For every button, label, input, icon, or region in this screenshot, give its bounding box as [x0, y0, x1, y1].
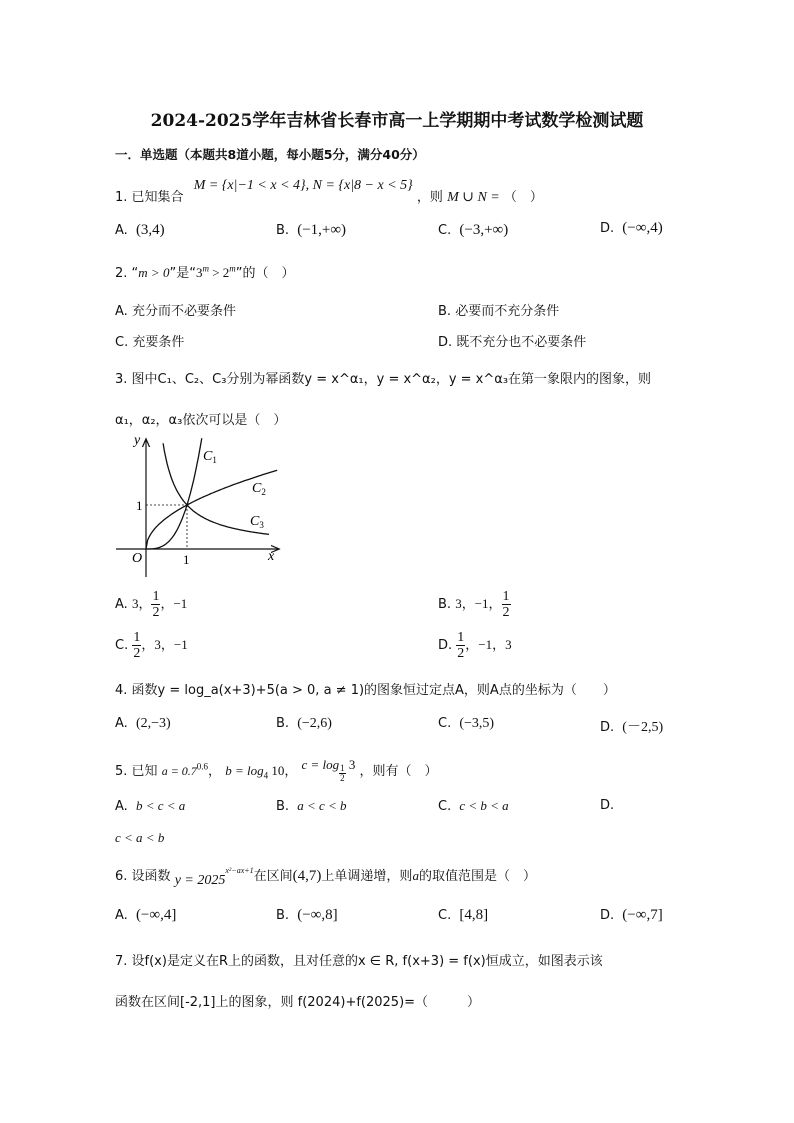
- c2-label: $C_2$: [252, 481, 266, 497]
- y-tick-1: 1: [136, 498, 143, 513]
- q3-stem-line2: α₁，α₂，α₃依次可以是（ ）: [115, 413, 287, 428]
- curve-c1: [146, 438, 202, 549]
- x-tick-1: 1: [183, 552, 190, 567]
- question-4: 4. 函数y = log_a(x+3)+5(a > 0, a ≠ 1)的图象恒过定点A，则A点的坐标为（ ）: [115, 683, 616, 698]
- q1-union: M ∪ N =: [447, 190, 500, 205]
- section-heading: 一．单选题（本题共8道小题，每小题5分，满分40分）: [115, 147, 425, 162]
- q4-option-d[interactable]: D. (－2,5): [600, 720, 664, 735]
- q3-option-b[interactable]: B. 3，−1， $\frac{1}{2}$: [438, 589, 510, 620]
- question-6: 6. 设函数 $y = 2025^{x^2-ax+1}$在区间(4,7)上单调递增，则a的取值范围是（ ）: [115, 865, 536, 888]
- q3-option-a[interactable]: A. 3， $\frac{1}{2}$ ，−1: [115, 589, 188, 620]
- page-title: 2024-2025学年吉林省长春市高一上学期期中考试数学检测试题: [150, 111, 644, 131]
- q6-option-d[interactable]: D. (−∞,7]: [600, 907, 663, 923]
- q2-option-c[interactable]: C. 充要条件: [115, 335, 185, 350]
- q1-stem-a: 1. 已知集合: [115, 190, 184, 205]
- q6-option-b[interactable]: B. (−∞,8]: [276, 907, 338, 923]
- q1-paren: （ ）: [503, 190, 543, 205]
- q7-line1: 7. 设f(x)是定义在R上的函数，且对任意的x ∈ R, f(x+3) = f(x)恒成立，如图表示该: [115, 954, 603, 969]
- power-function-graph: [108, 432, 288, 582]
- q3-option-d[interactable]: D. $\frac{1}{2}$ ，−1，3: [438, 630, 512, 661]
- q6-option-a[interactable]: A. (−∞,4]: [115, 907, 177, 923]
- q1-option-c[interactable]: C. (−3,+∞): [438, 222, 509, 238]
- q4-option-c[interactable]: C. (−3,5): [438, 716, 495, 731]
- q4-option-a[interactable]: A. (2,−3): [115, 716, 171, 731]
- q5-option-b[interactable]: B. a < c < b: [276, 798, 347, 814]
- q3-stem-line1: 3. 图中C₁、C₂、C₃分别为幂函数y = x^α₁，y = x^α₂，y = x^α₃在第一象限内的图象，则: [115, 372, 652, 387]
- q3-option-c[interactable]: C. $\frac{1}{2}$ ，3，−1: [115, 630, 188, 661]
- q2-option-b[interactable]: B. 必要而不充分条件: [438, 304, 560, 319]
- question-1: [115, 178, 543, 205]
- q7-line2: 函数在区间[-2,1]上的图象，则 f(2024)+f(2025)=（ ）: [115, 995, 481, 1010]
- q1-sets: M = {x|−1 < x < 4}, N = {x|8 − x < 5}: [193, 178, 413, 193]
- c1-label: $C_1$: [203, 449, 217, 465]
- q5-option-a[interactable]: A. b < c < a: [115, 798, 186, 814]
- q1-option-d[interactable]: D. (−∞,4): [600, 220, 663, 236]
- c3-label: $C_3$: [250, 514, 264, 530]
- q5-option-d-label[interactable]: D.: [600, 798, 615, 813]
- origin-label: O: [132, 551, 143, 566]
- q5-option-c[interactable]: C. c < b < a: [438, 798, 509, 814]
- q1-option-a[interactable]: A. (3,4): [115, 222, 165, 238]
- q2-option-a[interactable]: A. 充分而不必要条件: [115, 304, 236, 319]
- question-5: 5. 已知 $a = 0.7^{0.6}$， $b = \log_4 10$， c = log $\frac{1}{2}$ 3 ，则有（ ）: [115, 757, 438, 783]
- q4-option-b[interactable]: B. (−2,6): [276, 716, 332, 731]
- x-axis-label: x: [268, 549, 275, 564]
- q6-option-c[interactable]: C. [4,8]: [438, 907, 489, 923]
- y-axis-label: y: [134, 433, 141, 448]
- q2-option-d[interactable]: D. 既不充分也不必要条件: [438, 335, 587, 350]
- q5-option-d-text[interactable]: c < a < b: [115, 830, 165, 845]
- q1-option-b[interactable]: B. (−1,+∞): [276, 222, 347, 238]
- q1-stem-b: ，则: [416, 190, 443, 205]
- question-2: 2. “m > 0”是“$3^m > 2^m$”的（ ）: [115, 263, 295, 281]
